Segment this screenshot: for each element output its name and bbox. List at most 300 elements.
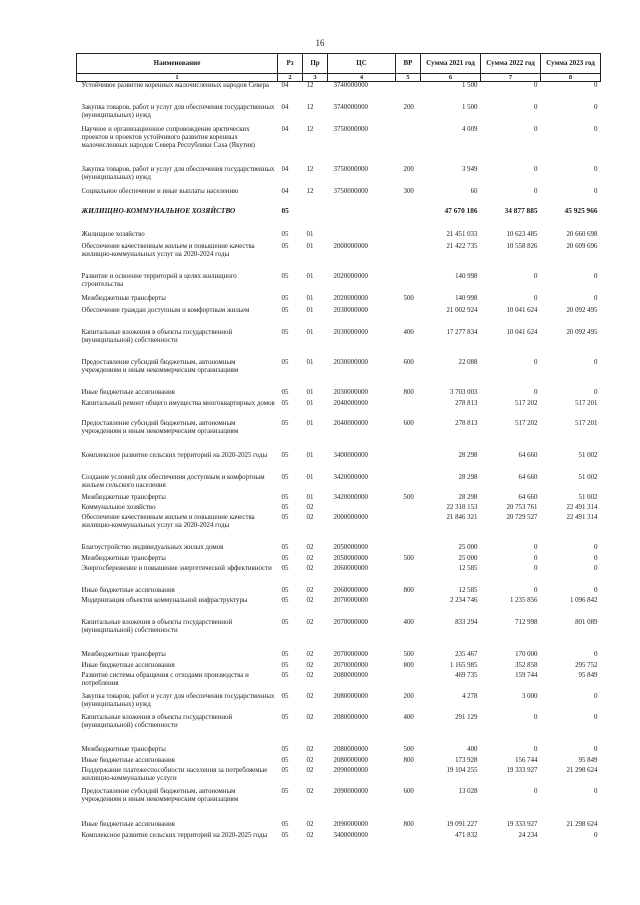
row-vr: 800 [403, 756, 414, 764]
row-sum-2023: 0 [594, 745, 598, 753]
row-sum-2021: 21 451 033 [446, 230, 478, 238]
row-sum-2022: 517 202 [515, 419, 538, 427]
row-sum-2022: 0 [534, 294, 538, 302]
row-sum-2023: 0 [594, 586, 598, 594]
row-sum-2021: 28 298 [458, 473, 478, 481]
row-sum-2021: 22 318 153 [446, 503, 478, 511]
row-sum-2021: 278 813 [455, 399, 478, 407]
row-sum-2023: 517 201 [575, 419, 598, 427]
row-sum-2021: 1 165 985 [449, 661, 478, 669]
row-cs: 2030000000 [333, 388, 368, 396]
row-cs: 2000000000 [333, 513, 368, 521]
budget-table [76, 53, 601, 852]
row-rz: 05 [281, 692, 289, 700]
table-row [77, 767, 601, 788]
row-cs: 2090000000 [333, 766, 368, 774]
row-pr: 02 [306, 787, 314, 795]
row-rz: 05 [281, 586, 289, 594]
row-vr: 200 [403, 103, 414, 111]
row-sum-2023: 95 849 [578, 671, 598, 679]
row-pr: 12 [306, 125, 314, 133]
row-sum-2022: 10 041 624 [506, 306, 538, 314]
row-sum-2021: 19 091 227 [446, 820, 478, 828]
row-cs: 2080000000 [333, 692, 368, 700]
row-pr: 02 [306, 554, 314, 562]
header-sum-2022: Сумма 2022 год [481, 54, 541, 74]
row-sum-2022: 0 [534, 103, 538, 111]
column-number: 8 [541, 74, 601, 82]
row-name: Капитальные вложения в объекты государственной (муниципальной) собственности [81, 328, 233, 344]
row-vr: 400 [403, 713, 414, 721]
table-row [77, 126, 601, 166]
row-sum-2022: 0 [534, 586, 538, 594]
table-row [77, 597, 601, 619]
row-sum-2023: 0 [594, 165, 598, 173]
header-sum-2021: Сумма 2021 год [421, 54, 481, 74]
row-sum-2021: 12 585 [458, 586, 478, 594]
row-pr: 01 [306, 230, 314, 238]
row-sum-2023: 0 [594, 543, 598, 551]
row-sum-2023: 0 [594, 692, 598, 700]
row-rz: 05 [281, 650, 289, 658]
row-pr: 01 [306, 451, 314, 459]
row-pr: 02 [306, 586, 314, 594]
row-pr: 02 [306, 713, 314, 721]
row-rz: 05 [281, 820, 289, 828]
row-vr [396, 126, 421, 166]
row-sum-2023: 95 849 [578, 756, 598, 764]
row-pr: 01 [306, 328, 314, 336]
row-sum-2021: 4 278 [461, 692, 478, 700]
row-sum-2023: 22 491 314 [566, 503, 598, 511]
row-name: Энергосбережение и повышение энергетической эффективности [81, 564, 272, 572]
row-sum-2021: 291 129 [455, 713, 478, 721]
row-sum-2022: 34 877 885 [504, 205, 538, 215]
row-sum-2021: 140 998 [455, 294, 478, 302]
row-sum-2022: 0 [534, 272, 538, 280]
row-sum-2021: 833 294 [455, 618, 478, 626]
row-cs: 2060000000 [333, 564, 368, 572]
row-cs: 2050000000 [333, 554, 368, 562]
row-vr: 500 [403, 294, 414, 302]
header-vr: ВР [396, 54, 421, 74]
row-name: Иные бюджетные ассигнования [81, 820, 175, 828]
table-row [77, 788, 601, 821]
row-sum-2023: 0 [594, 554, 598, 562]
column-number: 4 [328, 74, 396, 82]
row-vr: 800 [403, 661, 414, 669]
row-vr: 500 [403, 650, 414, 658]
row-cs: 2050000000 [333, 543, 368, 551]
row-sum-2021: 140 998 [455, 272, 478, 280]
row-sum-2021: 25 000 [458, 543, 478, 551]
row-cs: 2070000000 [333, 661, 368, 669]
table-row [77, 514, 601, 544]
row-rz: 04 [281, 82, 289, 90]
table-row [77, 207, 601, 231]
row-pr: 01 [306, 306, 314, 314]
row-cs: 2060000000 [333, 586, 368, 594]
row-sum-2023: 0 [594, 103, 598, 111]
row-name: Создание условий для обеспечения доступным и комфортным жильем сельского населения [81, 473, 265, 489]
row-pr: 02 [306, 596, 314, 604]
row-sum-2022: 1 235 856 [509, 596, 538, 604]
row-sum-2022: 19 333 927 [506, 766, 538, 774]
row-cs: 3750000000 [333, 125, 368, 133]
row-pr: 12 [306, 82, 314, 90]
row-cs: 2080000000 [333, 713, 368, 721]
row-sum-2022: 0 [534, 82, 538, 90]
row-sum-2021: 21 422 735 [446, 242, 478, 250]
row-sum-2022: 19 333 927 [506, 820, 538, 828]
row-sum-2022: 517 202 [515, 399, 538, 407]
table-row [77, 693, 601, 714]
row-rz: 05 [281, 388, 289, 396]
row-sum-2023: 295 752 [575, 661, 598, 669]
row-pr: 12 [306, 187, 314, 195]
row-sum-2023: 1 096 842 [569, 596, 598, 604]
row-vr [396, 514, 421, 544]
row-sum-2022: 64 660 [518, 493, 538, 501]
row-rz: 05 [281, 451, 289, 459]
row-rz: 05 [281, 473, 289, 481]
header-pr: Пр [303, 54, 328, 74]
row-name: Коммунальное хозяйство [81, 503, 156, 511]
row-sum-2023: 21 298 624 [566, 766, 598, 774]
row-cs: 2020000000 [333, 294, 368, 302]
row-sum-2023: 0 [594, 82, 598, 90]
row-rz: 04 [281, 187, 289, 195]
row-cs: 2070000000 [333, 596, 368, 604]
row-name: Развитие и освоение территорий в целях жилищного строительства [81, 272, 237, 288]
header-name: Наименование [77, 54, 278, 74]
row-sum-2021: 28 298 [458, 451, 478, 459]
row-name: Жилищное хозяйство [81, 230, 145, 238]
column-number: 6 [421, 74, 481, 82]
row-vr [396, 597, 421, 619]
row-name: Развитие системы обращения с отходами производства и потребления [81, 671, 249, 687]
row-sum-2022: 24 234 [518, 831, 538, 839]
row-sum-2022: 156 744 [515, 756, 538, 764]
row-cs [328, 504, 396, 514]
row-pr: 01 [306, 272, 314, 280]
column-number: 7 [481, 74, 541, 82]
table-row [77, 104, 601, 126]
row-sum-2022: 0 [534, 125, 538, 133]
row-pr [303, 207, 328, 231]
row-sum-2022: 0 [534, 358, 538, 366]
row-pr: 02 [306, 543, 314, 551]
row-pr: 02 [306, 766, 314, 774]
table-row [77, 714, 601, 746]
table-row [77, 619, 601, 651]
row-vr [396, 672, 421, 693]
row-vr [396, 307, 421, 329]
row-cs: 2030000000 [333, 358, 368, 366]
row-name: Межбюджетные трансферты [81, 493, 166, 501]
row-rz: 05 [281, 713, 289, 721]
row-sum-2021: 3 949 [461, 165, 478, 173]
table-row [77, 821, 601, 832]
row-pr: 12 [306, 103, 314, 111]
row-rz: 04 [281, 125, 289, 133]
table-row [77, 746, 601, 757]
row-pr: 01 [306, 242, 314, 250]
row-sum-2021: 25 000 [458, 554, 478, 562]
row-cs: 2020000000 [333, 272, 368, 280]
row-vr [396, 207, 421, 231]
row-pr: 02 [306, 503, 314, 511]
row-sum-2023: 0 [594, 564, 598, 572]
row-cs: 3420000000 [333, 473, 368, 481]
table-row [77, 82, 601, 104]
table-row [77, 166, 601, 188]
table-row [77, 452, 601, 474]
row-cs: 2070000000 [333, 618, 368, 626]
table-row [77, 832, 601, 852]
row-sum-2021: 173 928 [455, 756, 478, 764]
row-sum-2022: 0 [534, 554, 538, 562]
row-rz: 05 [281, 756, 289, 764]
row-vr [396, 504, 421, 514]
row-rz: 05 [281, 294, 289, 302]
row-sum-2021: 28 298 [458, 493, 478, 501]
row-rz: 05 [281, 419, 289, 427]
table-row [77, 474, 601, 494]
row-vr: 800 [403, 586, 414, 594]
row-sum-2022: 10 623 485 [506, 230, 538, 238]
row-vr [396, 243, 421, 273]
row-name: Модернизация объектов коммунальной инфраструктуры [81, 596, 248, 604]
row-vr: 600 [403, 787, 414, 795]
header-sum-2023: Сумма 2023 год [541, 54, 601, 74]
row-sum-2022: 712 998 [515, 618, 538, 626]
row-cs [328, 207, 396, 231]
row-name: Закупка товаров, работ и услуг для обеспечения государственных (муниципальных) нужд [81, 103, 275, 119]
row-vr: 200 [403, 165, 414, 173]
row-name: Обеспечение качественным жильем и повышение качества жилищно-коммунальных услуг на 2020-2024 годы [81, 513, 255, 529]
row-sum-2023: 21 298 624 [566, 820, 598, 828]
row-rz: 05 [281, 671, 289, 679]
row-vr [396, 544, 421, 555]
table-row [77, 544, 601, 555]
row-sum-2022: 159 744 [515, 671, 538, 679]
row-rz: 05 [281, 328, 289, 336]
row-cs: 3750000000 [333, 165, 368, 173]
page-number: 16 [315, 38, 325, 48]
row-sum-2022: 0 [534, 165, 538, 173]
row-pr: 02 [306, 618, 314, 626]
row-rz: 05 [281, 554, 289, 562]
table-row [77, 188, 601, 207]
row-sum-2022: 64 660 [518, 451, 538, 459]
row-sum-2022: 0 [534, 787, 538, 795]
row-vr: 600 [403, 358, 414, 366]
table-row [77, 329, 601, 359]
row-rz: 05 [281, 661, 289, 669]
row-name: Иные бюджетные ассигнования [81, 388, 175, 396]
row-name: Комплексное развитие сельских территорий на 2020-2025 годы [81, 451, 268, 459]
row-name: Обеспечение граждан доступным и комфортным жильем [81, 306, 250, 314]
row-sum-2021: 17 277 834 [446, 328, 478, 336]
row-cs: 2080000000 [333, 756, 368, 764]
table-row [77, 672, 601, 693]
row-sum-2021: 400 [467, 745, 478, 753]
row-sum-2023: 0 [594, 187, 598, 195]
row-rz: 05 [281, 787, 289, 795]
table-row [77, 662, 601, 672]
row-rz: 05 [281, 493, 289, 501]
row-sum-2021: 235 467 [455, 650, 478, 658]
row-name: Межбюджетные трансферты [81, 294, 166, 302]
row-name: Научное и организационное сопровождение арктических проектов и проектов устойчивого развития коренных малочисленных народов Севера Республики Саха (Якутия) [81, 125, 255, 149]
row-vr: 600 [403, 419, 414, 427]
row-rz: 05 [281, 399, 289, 407]
row-cs: 3740000000 [333, 103, 368, 111]
row-name: Капитальные вложения в объекты государственной (муниципальной) собственности [81, 618, 233, 634]
table-row [77, 273, 601, 295]
table-row [77, 565, 601, 587]
row-pr: 01 [306, 358, 314, 366]
row-cs: 2070000000 [333, 650, 368, 658]
table-row [77, 504, 601, 514]
row-pr: 02 [306, 661, 314, 669]
row-rz: 05 [281, 543, 289, 551]
row-name: Закупка товаров, работ и услуг для обеспечения государственных (муниципальных) нужд [81, 165, 275, 181]
row-pr: 02 [306, 820, 314, 828]
row-sum-2022: 352 858 [515, 661, 538, 669]
table-row [77, 295, 601, 307]
column-number: 1 [77, 74, 278, 82]
table-row [77, 651, 601, 662]
row-cs: 2040000000 [333, 399, 368, 407]
row-sum-2023: 517 201 [575, 399, 598, 407]
row-sum-2022: 20 729 527 [506, 513, 538, 521]
row-sum-2023: 20 609 696 [566, 242, 598, 250]
row-vr: 500 [403, 745, 414, 753]
row-vr: 500 [403, 554, 414, 562]
table-row [77, 389, 601, 400]
row-sum-2021: 3 703 003 [449, 388, 478, 396]
table-row [77, 231, 601, 243]
column-number: 2 [278, 74, 303, 82]
row-sum-2021: 13 028 [458, 787, 478, 795]
row-cs: 2080000000 [333, 671, 368, 679]
table-header-row [77, 54, 601, 74]
row-name: Предоставление субсидий бюджетным, автономным учреждениям и иным некоммерческим организациям [81, 419, 239, 435]
row-vr: 500 [403, 493, 414, 501]
row-sum-2022: 170 000 [515, 650, 538, 658]
header-rz: Рз [278, 54, 303, 74]
row-sum-2022: 10 041 624 [506, 328, 538, 336]
row-cs: 3400000000 [333, 451, 368, 459]
row-sum-2023: 20 660 698 [566, 230, 598, 238]
row-pr: 02 [306, 564, 314, 572]
row-pr: 02 [306, 692, 314, 700]
row-cs: 2040000000 [333, 419, 368, 427]
row-sum-2023: 0 [594, 294, 598, 302]
row-rz: 05 [281, 503, 289, 511]
table-row [77, 420, 601, 452]
row-vr [396, 82, 421, 104]
row-sum-2023: 0 [594, 272, 598, 280]
row-name: Капитальные вложения в объекты государственной (муниципальной) собственности [81, 713, 233, 729]
row-rz: 05 [281, 242, 289, 250]
row-sum-2022: 20 753 761 [506, 503, 538, 511]
row-cs: 2000000000 [333, 242, 368, 250]
row-pr: 02 [306, 745, 314, 753]
row-sum-2021: 60 [470, 187, 478, 195]
row-sum-2023: 0 [594, 358, 598, 366]
row-sum-2023: 801 089 [575, 618, 598, 626]
row-name: Предоставление субсидий бюджетным, автономным учреждениям и иным некоммерческим организациям [81, 358, 239, 374]
row-pr: 02 [306, 671, 314, 679]
row-sum-2021: 21 002 924 [446, 306, 478, 314]
row-name: Иные бюджетные ассигнования [81, 586, 175, 594]
row-vr [396, 565, 421, 587]
row-rz: 05 [281, 272, 289, 280]
row-vr [396, 452, 421, 474]
row-sum-2023: 0 [594, 650, 598, 658]
row-cs: 2090000000 [333, 820, 368, 828]
row-sum-2021: 1 500 [461, 82, 478, 90]
row-vr: 400 [403, 328, 414, 336]
row-name: Обеспечение качественным жильем и повышение качества жилищно-коммунальных услуг на 2020-2024 годы [81, 242, 255, 258]
row-pr: 01 [306, 493, 314, 501]
row-rz: 05 [281, 618, 289, 626]
row-pr: 12 [306, 165, 314, 173]
row-sum-2021: 469 735 [455, 671, 478, 679]
row-sum-2022: 0 [534, 187, 538, 195]
row-sum-2022: 0 [534, 713, 538, 721]
row-rz: 05 [281, 205, 289, 215]
table-row [77, 307, 601, 329]
row-cs: 2080000000 [333, 745, 368, 753]
row-name: Комплексное развитие сельских территорий на 2020-2025 годы [81, 831, 268, 839]
row-sum-2023: 0 [594, 787, 598, 795]
row-pr: 01 [306, 294, 314, 302]
row-pr: 02 [306, 756, 314, 764]
header-cs: ЦС [328, 54, 396, 74]
row-sum-2022: 0 [534, 543, 538, 551]
row-vr [396, 231, 421, 243]
row-sum-2023: 51 002 [578, 493, 598, 501]
row-sum-2023: 22 491 314 [566, 513, 598, 521]
row-sum-2023: 45 925 966 [564, 205, 598, 215]
row-cs: 3420000000 [333, 493, 368, 501]
column-number-row [77, 74, 601, 82]
row-name: Предоставление субсидий бюджетным, автономным учреждениям и иным некоммерческим организациям [81, 787, 239, 803]
row-rz: 05 [281, 596, 289, 604]
row-sum-2022: 0 [534, 564, 538, 572]
row-name: Поддержание платежеспособности населения за потребляемые жилищно-коммунальные услуги [81, 766, 268, 782]
row-sum-2023: 0 [594, 125, 598, 133]
row-rz: 04 [281, 103, 289, 111]
row-sum-2022: 10 558 826 [506, 242, 538, 250]
row-sum-2022: 0 [534, 388, 538, 396]
row-sum-2023: 20 092 495 [566, 328, 598, 336]
row-sum-2022: 3 000 [521, 692, 538, 700]
row-rz: 04 [281, 165, 289, 173]
column-number: 3 [303, 74, 328, 82]
row-vr [396, 832, 421, 852]
row-sum-2022: 64 660 [518, 473, 538, 481]
row-vr: 400 [403, 618, 414, 626]
row-rz: 05 [281, 564, 289, 572]
row-vr [396, 767, 421, 788]
row-sum-2021: 2 234 746 [449, 596, 478, 604]
row-rz: 05 [281, 831, 289, 839]
